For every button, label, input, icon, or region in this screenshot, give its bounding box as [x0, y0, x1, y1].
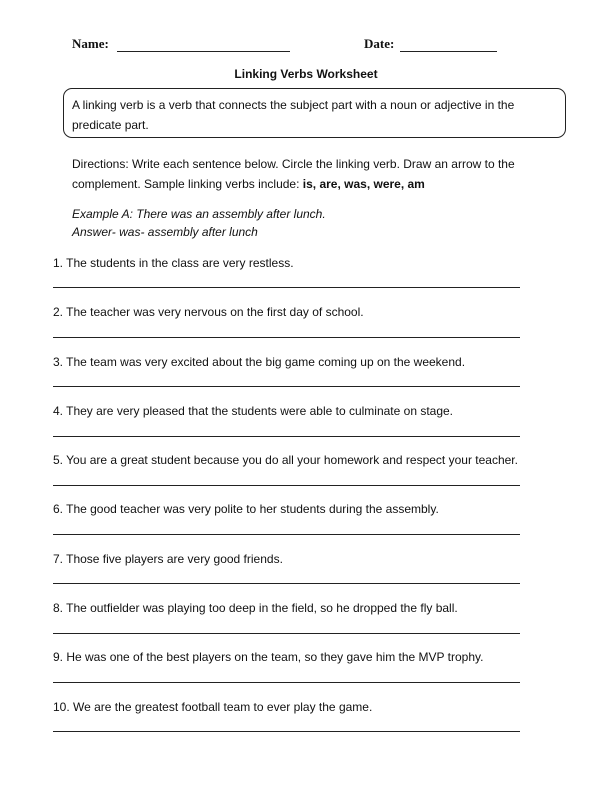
answer-line-10[interactable] [53, 731, 520, 732]
answer-line-5[interactable] [53, 485, 520, 486]
question-6: 6. The good teacher was very polite to her students during the assembly. [53, 502, 439, 516]
question-9: 9. He was one of the best players on the team, so they gave him the MVP trophy. [53, 650, 484, 664]
answer-line-9[interactable] [53, 682, 520, 683]
answer-line-1[interactable] [53, 287, 520, 288]
sample-verbs: is, are, was, were, am [302, 177, 425, 191]
answer-line-8[interactable] [53, 633, 520, 634]
answer-line-2[interactable] [53, 337, 520, 338]
worksheet-title: Linking Verbs Worksheet [234, 67, 378, 81]
definition-box [63, 88, 566, 138]
example-block [72, 205, 552, 241]
header-row [0, 36, 612, 56]
answer-line-6[interactable] [53, 534, 520, 535]
question-10: 10. We are the greatest football team to ever play the game. [53, 700, 373, 714]
date-blank-line[interactable] [400, 51, 497, 52]
question-1: 1. The students in the class are very restless. [53, 256, 294, 270]
name-label: Name: [72, 36, 109, 51]
question-4: 4. They are very pleased that the students were able to culminate on stage. [53, 404, 454, 418]
answer-line-7[interactable] [53, 583, 520, 584]
answer-line-4[interactable] [53, 436, 520, 437]
question-8: 8. The outfielder was playing too deep in the field, so he dropped the fly ball. [53, 601, 458, 615]
question-3: 3. The team was very excited about the big game coming up on the weekend. [53, 355, 466, 369]
definition-text: A linking verb is a verb that connects the subject part with a noun or adjective in the predicate part. [72, 98, 515, 132]
directions-text: Directions: Write each sentence below. Circle the linking verb. Draw an arrow to the complement. Sample linking verbs include: [72, 157, 515, 191]
example-answer: Answer- was- assembly after lunch [72, 225, 258, 239]
directions [72, 154, 562, 194]
example-sentence: Example A: There was an assembly after lunch. [72, 207, 326, 221]
answer-line-3[interactable] [53, 386, 520, 387]
question-2: 2. The teacher was very nervous on the first day of school. [53, 305, 364, 319]
date-label: Date: [364, 36, 395, 51]
question-5: 5. You are a great student because you do all your homework and respect your teacher. [53, 453, 518, 467]
name-blank-line[interactable] [117, 51, 290, 52]
question-7: 7. Those five players are very good friends. [53, 552, 283, 566]
